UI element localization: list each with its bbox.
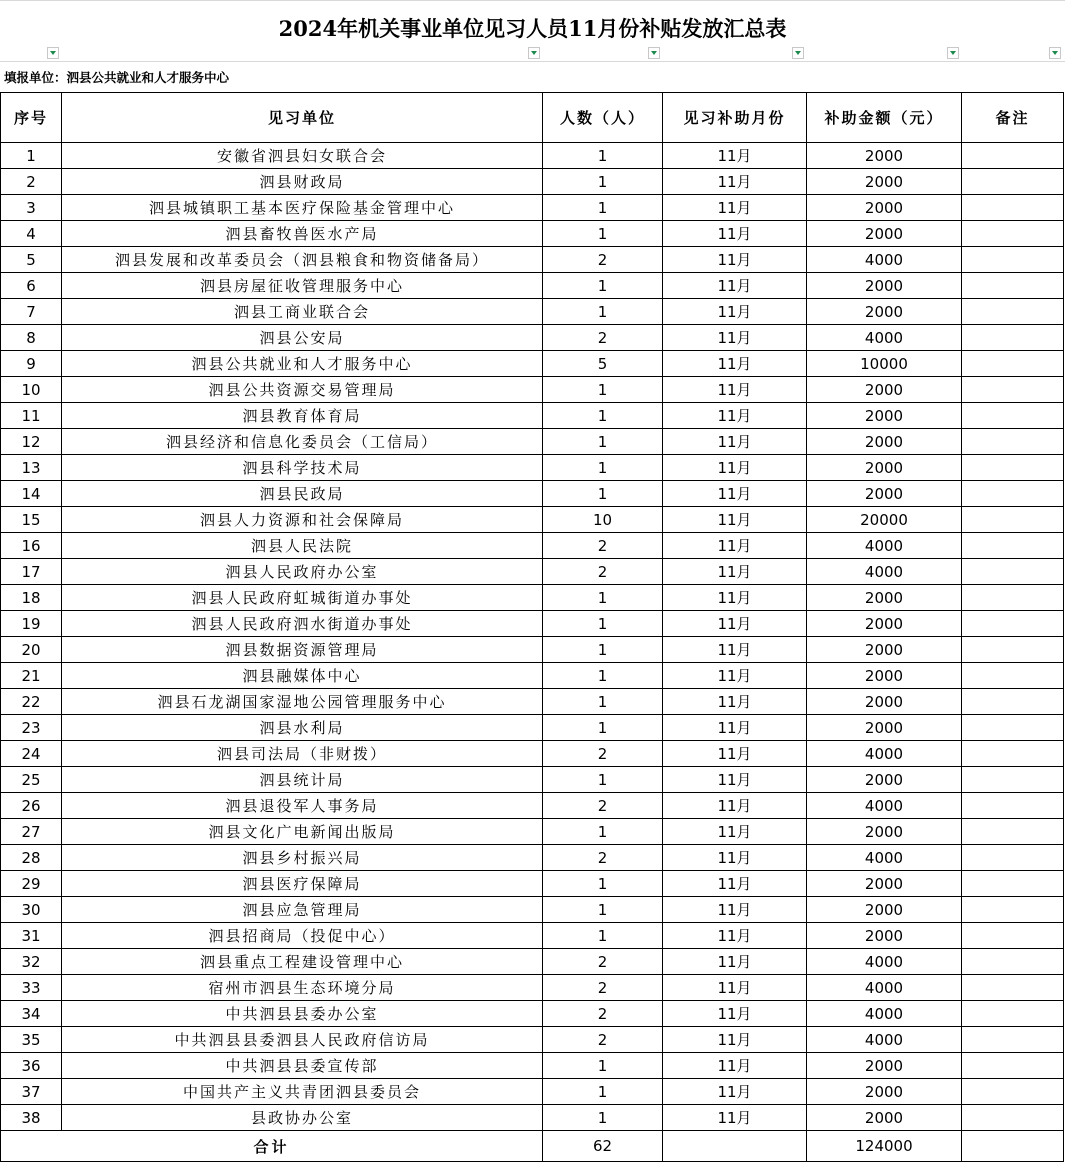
cell-remark[interactable] [962,1053,1064,1079]
cell-unit[interactable]: 泗县文化广电新闻出版局 [62,819,543,845]
cell-amount[interactable]: 2000 [807,273,962,299]
cell-month[interactable]: 11月 [663,1053,807,1079]
cell-month[interactable]: 11月 [663,767,807,793]
cell-remark[interactable] [962,377,1064,403]
total-amount[interactable]: 124000 [807,1131,962,1162]
table-row [1,689,1064,715]
cell-month[interactable]: 11月 [663,715,807,741]
cell-unit[interactable]: 泗县招商局（投促中心） [62,923,543,949]
cell-amount[interactable]: 2000 [807,169,962,195]
cell-remark[interactable] [962,871,1064,897]
table-row [1,871,1064,897]
filling-unit-row [0,62,1065,92]
cell-unit[interactable]: 泗县乡村振兴局 [62,845,543,871]
cell-index[interactable]: 8 [1,325,62,351]
cell-count[interactable]: 1 [543,897,663,923]
total-row [1,1131,1064,1162]
cell-index[interactable]: 6 [1,273,62,299]
cell-month[interactable]: 11月 [663,871,807,897]
cell-unit[interactable]: 泗县民政局 [62,481,543,507]
table-row [1,1027,1064,1053]
cell-amount[interactable]: 2000 [807,767,962,793]
cell-remark[interactable] [962,1027,1064,1053]
cell-amount[interactable]: 2000 [807,819,962,845]
filter-dropdown-icon[interactable] [1049,47,1061,59]
cell-index[interactable]: 21 [1,663,62,689]
title-row [0,0,1065,62]
filter-dropdown-icon[interactable] [947,47,959,59]
table-row [1,299,1064,325]
cell-remark[interactable] [962,611,1064,637]
cell-unit[interactable]: 泗县公共就业和人才服务中心 [62,351,543,377]
cell-month[interactable]: 11月 [663,455,807,481]
cell-count[interactable]: 1 [543,273,663,299]
cell-remark[interactable] [962,741,1064,767]
cell-month[interactable]: 11月 [663,975,807,1001]
cell-month[interactable]: 11月 [663,1079,807,1105]
cell-unit[interactable]: 泗县城镇职工基本医疗保险基金管理中心 [62,195,543,221]
cell-index[interactable]: 13 [1,455,62,481]
table-row [1,819,1064,845]
cell-month[interactable]: 11月 [663,273,807,299]
cell-month[interactable]: 11月 [663,741,807,767]
cell-index[interactable]: 7 [1,299,62,325]
table-row [1,455,1064,481]
table-row [1,325,1064,351]
cell-unit[interactable]: 泗县退役军人事务局 [62,793,543,819]
cell-amount[interactable]: 4000 [807,741,962,767]
cell-month[interactable]: 11月 [663,1001,807,1027]
table-row [1,845,1064,871]
cell-count[interactable]: 5 [543,351,663,377]
cell-amount[interactable]: 4000 [807,793,962,819]
cell-count[interactable]: 1 [543,143,663,169]
table-row [1,559,1064,585]
header-remark[interactable]: 备注 [962,93,1064,143]
cell-remark[interactable] [962,793,1064,819]
cell-month[interactable]: 11月 [663,1105,807,1131]
cell-index[interactable]: 14 [1,481,62,507]
cell-remark[interactable] [962,715,1064,741]
cell-count[interactable]: 2 [543,1001,663,1027]
cell-count[interactable]: 1 [543,871,663,897]
table-row [1,377,1064,403]
cell-remark[interactable] [962,923,1064,949]
table-row [1,1053,1064,1079]
cell-amount[interactable]: 2000 [807,221,962,247]
cell-index[interactable]: 27 [1,819,62,845]
cell-month[interactable]: 11月 [663,793,807,819]
table-row [1,793,1064,819]
table-row [1,195,1064,221]
cell-month[interactable]: 11月 [663,533,807,559]
cell-remark[interactable] [962,403,1064,429]
table-row [1,273,1064,299]
cell-remark[interactable] [962,897,1064,923]
cell-unit[interactable]: 泗县发展和改革委员会（泗县粮食和物资储备局） [62,247,543,273]
table-row [1,663,1064,689]
table-row [1,949,1064,975]
cell-index[interactable]: 3 [1,195,62,221]
cell-remark[interactable] [962,663,1064,689]
header-count[interactable]: 人数（人） [543,93,663,143]
cell-unit[interactable]: 泗县司法局（非财拨） [62,741,543,767]
total-month[interactable] [663,1131,807,1162]
cell-remark[interactable] [962,299,1064,325]
cell-count[interactable]: 2 [543,247,663,273]
cell-month[interactable]: 11月 [663,611,807,637]
cell-unit[interactable]: 泗县公共资源交易管理局 [62,377,543,403]
cell-amount[interactable]: 4000 [807,533,962,559]
filter-dropdown-icon[interactable] [648,47,660,59]
cell-amount[interactable]: 4000 [807,845,962,871]
cell-unit[interactable]: 泗县水利局 [62,715,543,741]
cell-index[interactable]: 26 [1,793,62,819]
cell-month[interactable]: 11月 [663,299,807,325]
cell-count[interactable]: 1 [543,637,663,663]
cell-unit[interactable]: 泗县人民政府虹城街道办事处 [62,585,543,611]
table-row [1,923,1064,949]
cell-index[interactable]: 36 [1,1053,62,1079]
table-row [1,975,1064,1001]
filter-dropdown-icon[interactable] [792,47,804,59]
cell-remark[interactable] [962,1001,1064,1027]
cell-remark[interactable] [962,637,1064,663]
cell-month[interactable]: 11月 [663,143,807,169]
cell-amount[interactable]: 4000 [807,1027,962,1053]
table-row [1,1079,1064,1105]
cell-index[interactable]: 33 [1,975,62,1001]
table-row [1,585,1064,611]
cell-month[interactable]: 11月 [663,247,807,273]
cell-count[interactable]: 1 [543,1053,663,1079]
cell-remark[interactable] [962,845,1064,871]
cell-unit[interactable]: 中国共产主义共青团泗县委员会 [62,1079,543,1105]
cell-index[interactable]: 29 [1,871,62,897]
cell-amount[interactable]: 4000 [807,325,962,351]
cell-unit[interactable]: 泗县人力资源和社会保障局 [62,507,543,533]
cell-amount[interactable]: 2000 [807,663,962,689]
cell-unit[interactable]: 泗县科学技术局 [62,455,543,481]
cell-count[interactable]: 1 [543,715,663,741]
cell-amount[interactable]: 2000 [807,195,962,221]
header-amount[interactable]: 补助金额（元） [807,93,962,143]
table-row [1,637,1064,663]
cell-unit[interactable]: 泗县畜牧兽医水产局 [62,221,543,247]
cell-amount[interactable]: 2000 [807,403,962,429]
cell-index[interactable]: 32 [1,949,62,975]
cell-remark[interactable] [962,221,1064,247]
cell-remark[interactable] [962,689,1064,715]
cell-count[interactable]: 1 [543,481,663,507]
cell-month[interactable]: 11月 [663,585,807,611]
total-remark[interactable] [962,1131,1064,1162]
cell-amount[interactable]: 4000 [807,949,962,975]
cell-index[interactable]: 5 [1,247,62,273]
cell-count[interactable]: 1 [543,611,663,637]
cell-month[interactable]: 11月 [663,403,807,429]
cell-count[interactable]: 2 [543,325,663,351]
cell-count[interactable]: 2 [543,845,663,871]
cell-amount[interactable]: 4000 [807,559,962,585]
cell-amount[interactable]: 2000 [807,611,962,637]
cell-month[interactable]: 11月 [663,507,807,533]
cell-count[interactable]: 1 [543,689,663,715]
cell-remark[interactable] [962,169,1064,195]
cell-amount[interactable]: 2000 [807,1105,962,1131]
cell-count[interactable]: 1 [543,429,663,455]
cell-unit[interactable]: 县政协办公室 [62,1105,543,1131]
cell-index[interactable]: 37 [1,1079,62,1105]
header-unit[interactable]: 见习单位 [62,93,543,143]
cell-index[interactable]: 31 [1,923,62,949]
cell-unit[interactable]: 宿州市泗县生态环境分局 [62,975,543,1001]
cell-month[interactable]: 11月 [663,1027,807,1053]
cell-month[interactable]: 11月 [663,949,807,975]
cell-remark[interactable] [962,273,1064,299]
cell-month[interactable]: 11月 [663,377,807,403]
cell-count[interactable]: 1 [543,403,663,429]
cell-remark[interactable] [962,559,1064,585]
cell-amount[interactable]: 2000 [807,871,962,897]
table-row [1,1105,1064,1131]
cell-amount[interactable]: 4000 [807,975,962,1001]
cell-index[interactable]: 24 [1,741,62,767]
cell-index[interactable]: 17 [1,559,62,585]
cell-unit[interactable]: 泗县人民政府办公室 [62,559,543,585]
cell-unit[interactable]: 泗县教育体育局 [62,403,543,429]
cell-unit[interactable]: 泗县融媒体中心 [62,663,543,689]
cell-count[interactable]: 1 [543,923,663,949]
cell-index[interactable]: 28 [1,845,62,871]
header-month[interactable]: 见习补助月份 [663,93,807,143]
cell-amount[interactable]: 2000 [807,585,962,611]
cell-remark[interactable] [962,1079,1064,1105]
cell-index[interactable]: 9 [1,351,62,377]
cell-index[interactable]: 2 [1,169,62,195]
cell-unit[interactable]: 泗县人民法院 [62,533,543,559]
table-row [1,611,1064,637]
header-index[interactable]: 序号 [1,93,62,143]
cell-amount[interactable]: 2000 [807,429,962,455]
cell-month[interactable]: 11月 [663,897,807,923]
table-row [1,1001,1064,1027]
table-row [1,247,1064,273]
cell-index[interactable]: 19 [1,611,62,637]
cell-unit[interactable]: 泗县石龙湖国家湿地公园管理服务中心 [62,689,543,715]
filter-dropdown-icon[interactable] [47,47,59,59]
cell-month[interactable]: 11月 [663,559,807,585]
cell-index[interactable]: 34 [1,1001,62,1027]
cell-unit[interactable]: 泗县人民政府泗水街道办事处 [62,611,543,637]
cell-month[interactable]: 11月 [663,663,807,689]
cell-count[interactable]: 1 [543,1079,663,1105]
cell-month[interactable]: 11月 [663,637,807,663]
cell-amount[interactable]: 10000 [807,351,962,377]
cell-amount[interactable]: 2000 [807,637,962,663]
cell-amount[interactable]: 2000 [807,1079,962,1105]
cell-unit[interactable]: 泗县医疗保障局 [62,871,543,897]
cell-count[interactable]: 2 [543,793,663,819]
cell-remark[interactable] [962,429,1064,455]
cell-remark[interactable] [962,195,1064,221]
cell-count[interactable]: 1 [543,195,663,221]
cell-count[interactable]: 2 [543,1027,663,1053]
cell-count[interactable]: 1 [543,221,663,247]
cell-amount[interactable]: 2000 [807,143,962,169]
table-row [1,403,1064,429]
cell-index[interactable]: 23 [1,715,62,741]
table-row [1,507,1064,533]
cell-index[interactable]: 11 [1,403,62,429]
cell-index[interactable]: 15 [1,507,62,533]
cell-month[interactable]: 11月 [663,689,807,715]
cell-index[interactable]: 25 [1,767,62,793]
cell-count[interactable]: 2 [543,533,663,559]
cell-unit[interactable]: 泗县房屋征收管理服务中心 [62,273,543,299]
cell-amount[interactable]: 2000 [807,715,962,741]
table-row [1,143,1064,169]
cell-index[interactable]: 10 [1,377,62,403]
cell-unit[interactable]: 安徽省泗县妇女联合会 [62,143,543,169]
cell-amount[interactable]: 2000 [807,455,962,481]
table-row [1,533,1064,559]
cell-unit[interactable]: 泗县重点工程建设管理中心 [62,949,543,975]
cell-month[interactable]: 11月 [663,325,807,351]
cell-remark[interactable] [962,325,1064,351]
cell-unit[interactable]: 泗县数据资源管理局 [62,637,543,663]
cell-unit[interactable]: 泗县统计局 [62,767,543,793]
cell-month[interactable]: 11月 [663,351,807,377]
sheet-title: 2024年机关事业单位见习人员11月份补贴发放汇总表 [278,16,787,41]
cell-unit[interactable]: 中共泗县县委泗县人民政府信访局 [62,1027,543,1053]
cell-count[interactable]: 1 [543,377,663,403]
cell-index[interactable]: 1 [1,143,62,169]
cell-count[interactable]: 1 [543,455,663,481]
cell-remark[interactable] [962,247,1064,273]
cell-remark[interactable] [962,351,1064,377]
cell-remark[interactable] [962,143,1064,169]
cell-month[interactable]: 11月 [663,429,807,455]
cell-remark[interactable] [962,975,1064,1001]
cell-remark[interactable] [962,819,1064,845]
header-row [1,93,1064,143]
table-row [1,351,1064,377]
table-row [1,897,1064,923]
cell-remark[interactable] [962,1105,1064,1131]
cell-amount[interactable]: 4000 [807,247,962,273]
cell-month[interactable]: 11月 [663,169,807,195]
cell-unit[interactable]: 泗县应急管理局 [62,897,543,923]
cell-count[interactable]: 1 [543,169,663,195]
cell-count[interactable]: 1 [543,767,663,793]
cell-unit[interactable]: 中共泗县县委办公室 [62,1001,543,1027]
cell-index[interactable]: 35 [1,1027,62,1053]
cell-index[interactable]: 18 [1,585,62,611]
cell-unit[interactable]: 泗县财政局 [62,169,543,195]
table-row [1,481,1064,507]
total-count[interactable]: 62 [543,1131,663,1162]
cell-amount[interactable]: 4000 [807,1001,962,1027]
cell-count[interactable]: 1 [543,299,663,325]
cell-count[interactable]: 10 [543,507,663,533]
table-row [1,741,1064,767]
cell-month[interactable]: 11月 [663,221,807,247]
filter-dropdown-icon[interactable] [528,47,540,59]
cell-remark[interactable] [962,507,1064,533]
cell-unit[interactable]: 泗县公安局 [62,325,543,351]
cell-index[interactable]: 12 [1,429,62,455]
cell-amount[interactable]: 2000 [807,299,962,325]
cell-amount[interactable]: 2000 [807,897,962,923]
cell-index[interactable]: 30 [1,897,62,923]
cell-count[interactable]: 2 [543,975,663,1001]
filling-unit: 填报单位：泗县公共就业和人才服务中心 [4,70,230,85]
cell-amount[interactable]: 2000 [807,1053,962,1079]
cell-count[interactable]: 1 [543,585,663,611]
cell-remark[interactable] [962,481,1064,507]
cell-amount[interactable]: 2000 [807,689,962,715]
cell-remark[interactable] [962,533,1064,559]
subsidy-table [0,92,1064,1162]
table-row [1,767,1064,793]
cell-remark[interactable] [962,949,1064,975]
table-row [1,221,1064,247]
cell-amount[interactable]: 2000 [807,923,962,949]
cell-remark[interactable] [962,767,1064,793]
cell-index[interactable]: 4 [1,221,62,247]
cell-month[interactable]: 11月 [663,845,807,871]
cell-index[interactable]: 20 [1,637,62,663]
cell-count[interactable]: 2 [543,559,663,585]
total-label[interactable]: 合计 [1,1131,543,1162]
cell-month[interactable]: 11月 [663,923,807,949]
table-row [1,715,1064,741]
cell-amount[interactable]: 20000 [807,507,962,533]
cell-amount[interactable]: 2000 [807,481,962,507]
cell-count[interactable]: 2 [543,741,663,767]
cell-month[interactable]: 11月 [663,481,807,507]
cell-month[interactable]: 11月 [663,819,807,845]
cell-remark[interactable] [962,585,1064,611]
cell-index[interactable]: 16 [1,533,62,559]
cell-count[interactable]: 1 [543,819,663,845]
table-row [1,429,1064,455]
cell-index[interactable]: 22 [1,689,62,715]
cell-unit[interactable]: 泗县经济和信息化委员会（工信局） [62,429,543,455]
cell-unit[interactable]: 中共泗县县委宣传部 [62,1053,543,1079]
cell-remark[interactable] [962,455,1064,481]
cell-index[interactable]: 38 [1,1105,62,1131]
cell-unit[interactable]: 泗县工商业联合会 [62,299,543,325]
cell-count[interactable]: 2 [543,949,663,975]
cell-month[interactable]: 11月 [663,195,807,221]
cell-count[interactable]: 1 [543,663,663,689]
cell-count[interactable]: 1 [543,1105,663,1131]
cell-amount[interactable]: 2000 [807,377,962,403]
table-row [1,169,1064,195]
